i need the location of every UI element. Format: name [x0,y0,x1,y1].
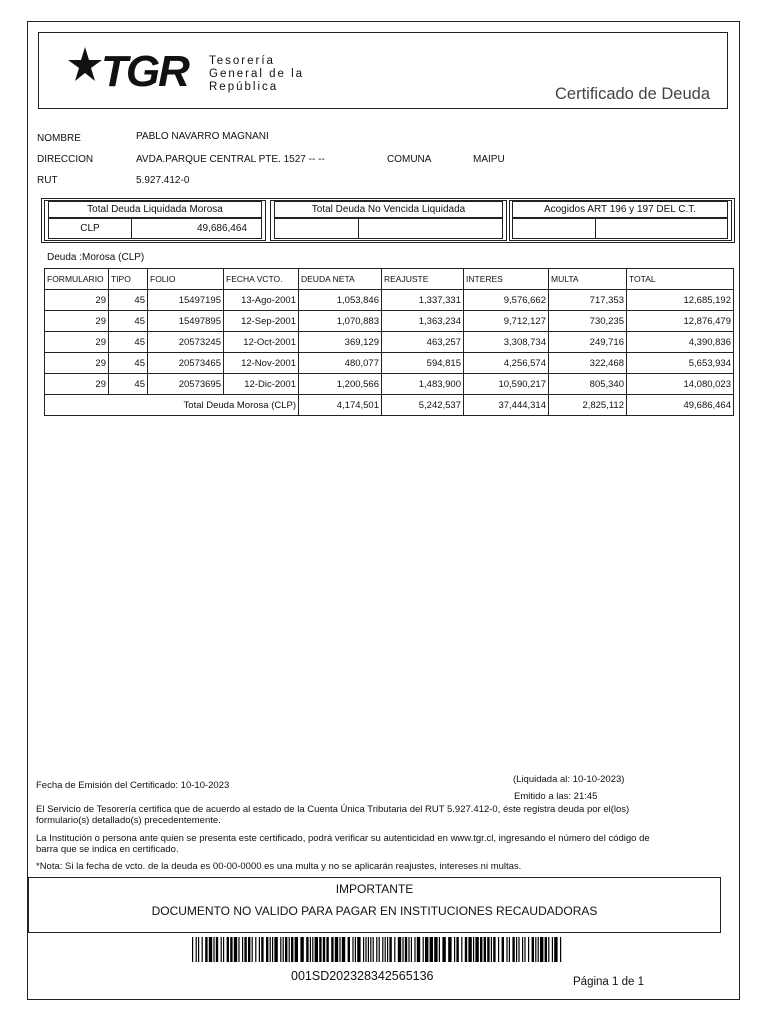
emision-date: Fecha de Emisión del Certificado: 10-10-2023 [36,780,230,791]
barcode-bar [319,937,321,962]
table-cell: 12-Dic-2001 [224,374,299,395]
table-cell: 1,483,900 [382,374,464,395]
column-header: REAJUSTE [382,269,464,290]
table-cell: 717,353 [549,290,627,311]
table-cell: 12-Sep-2001 [224,311,299,332]
table-cell: 12-Oct-2001 [224,332,299,353]
table-cell: 20573245 [148,332,224,353]
table-cell: 13-Ago-2001 [224,290,299,311]
barcode-bar [442,937,445,962]
barcode-bar [425,937,428,962]
barcode-bar [385,937,386,962]
total-label: Total Deuda Morosa (CLP) [45,395,299,416]
barcode-bar [295,937,298,962]
table-cell: 4,390,836 [627,332,734,353]
column-header: TIPO [109,269,148,290]
table-cell: 20573695 [148,374,224,395]
barcode-bar [248,937,250,962]
table-cell: 1,363,234 [382,311,464,332]
barcode-bar [540,937,543,962]
barcode-bar [227,937,229,962]
barcode-bar [528,937,529,962]
column-header: FORMULARIO [45,269,109,290]
barcode-bar [535,937,536,962]
barcode-bar [402,937,403,962]
importante-title: IMPORTANTE [335,882,414,896]
barcode-bar [487,937,489,962]
barcode-bar [491,937,492,962]
table-cell: 15497195 [148,290,224,311]
table-cell: 369,129 [299,332,382,353]
direccion-label: DIRECCION [37,154,94,165]
barcode-bar [213,937,214,962]
barcode-bar [484,937,486,962]
barcode-bar [405,937,407,962]
table-cell: 10,590,217 [464,374,549,395]
barcode-bar [414,937,415,962]
barcode-bar [498,937,499,962]
barcode-bar [394,937,395,962]
barcode-bar [259,937,260,962]
table-total-row [45,395,734,416]
barcode-bar [234,937,237,962]
table-cell: 14,080,023 [627,374,734,395]
table-cell: 45 [109,353,148,374]
barcode-bar [423,937,424,962]
table-cell: 12-Nov-2001 [224,353,299,374]
nota-text: *Nota: Si la fecha de vcto. de la deuda es 00-00-0000 es una multa y no se aplicarán reajustes, intereses ni multas. [36,861,522,872]
barcode-bar [475,937,478,962]
barcode-bar [306,937,308,962]
table-cell: 45 [109,290,148,311]
barcode-bar [323,937,325,962]
star-icon [67,45,103,85]
table-cell: 3,308,734 [464,332,549,353]
tgr-logo [67,45,317,97]
barcode-bar [261,937,263,962]
total-cell: 5,242,537 [382,395,464,416]
page-number: Página 1 de 1 [573,976,644,988]
table-cell: 5,653,934 [627,353,734,374]
barcode-bar [398,937,401,962]
table-cell: 15497895 [148,311,224,332]
barcode-bar [480,937,482,962]
header-box [38,32,728,109]
table-cell: 1,200,566 [299,374,382,395]
barcode-bar [387,937,388,962]
table-cell: 9,712,127 [464,311,549,332]
barcode-bar [355,937,356,962]
table-cell: 730,235 [549,311,627,332]
debt-section-title: Deuda :Morosa (CLP) [47,252,145,263]
logo-acronym: TGR [101,47,188,96]
barcode-bar [312,937,313,962]
importante-text: DOCUMENTO NO VALIDO PARA PAGAR EN INSTITUCIONES RECAUDADORAS [151,904,598,918]
barcode-bar [509,937,510,962]
column-header: TOTAL [627,269,734,290]
barcode-bar [242,937,243,962]
barcode-bar [430,937,433,962]
novencida-cell [274,218,359,239]
importante-box [28,877,721,933]
column-header: MULTA [549,269,627,290]
barcode-bar [465,937,467,962]
table-cell: 45 [109,311,148,332]
logo-line: General de la [209,68,305,80]
liquidada-date: (Liquidada al: 10-10-2023) [513,774,625,785]
logo-line: Tesorería [209,55,275,67]
barcode-bar [370,937,371,962]
barcode-bar [368,937,369,962]
barcode-bar [373,937,374,962]
barcode-bar [538,937,539,962]
paragraph-line: El Servicio de Tesorería certifica que de acuerdo al estado de la Cuenta Única Tributaria del RUT 5.927.412-0, éste registra deuda por el(los) [36,804,630,815]
barcode-bar [335,937,338,962]
barcode-bar [454,937,455,962]
barcode-bar [548,937,549,962]
barcode-bar [524,937,525,962]
table-cell: 29 [45,290,109,311]
barcode-bar [252,937,253,962]
acogidos-title: Acogidos ART 196 y 197 DEL C.T. [512,201,728,218]
table-cell: 29 [45,311,109,332]
barcode-bar [518,937,519,962]
barcode-bar [506,937,507,962]
barcode-bar [468,937,471,962]
morosa-currency: CLP [48,218,132,239]
barcode-bar [270,937,271,962]
barcode-bar [417,937,420,962]
certificate-title: Certificado de Deuda [554,85,710,103]
barcode-bar [376,937,377,962]
barcode-bar [408,937,409,962]
barcode-bar [315,937,318,962]
table-cell: 322,468 [549,353,627,374]
table-cell: 463,257 [382,332,464,353]
morosa-amount: 49,686,464 [131,218,262,239]
table-header-row [45,269,734,290]
barcode-bar [289,937,290,962]
barcode-bar [216,937,218,962]
barcode-bar [411,937,412,962]
barcode-bar [357,937,360,962]
barcode-bar [382,937,383,962]
barcode-bar [552,937,553,962]
barcode-bar [209,937,212,962]
table-cell: 805,340 [549,374,627,395]
barcode-bar [522,937,523,962]
acogidos-cell [595,218,728,239]
logo-line: República [209,81,279,93]
nombre-value: PABLO NAVARRO MAGNANI [136,131,269,142]
column-header: INTERES [464,269,549,290]
barcode-bar [389,937,391,962]
morosa-title: Total Deuda Liquidada Morosa [48,201,262,218]
table-cell: 20573465 [148,353,224,374]
barcode-bar [280,937,281,962]
rut-value: 5.927.412-0 [136,175,190,186]
barcode-bar [352,937,353,962]
barcode [192,937,564,962]
column-header: FOLIO [148,269,224,290]
comuna-label: COMUNA [387,154,432,165]
logo-text [209,55,304,94]
paragraph-line: La Institución o persona ante quien se presenta este certificado, podrá verificar su autenticidad en www.tgr.cl, ingresando el número del código de [36,833,650,844]
table-cell: 12,876,479 [627,311,734,332]
table-cell: 29 [45,353,109,374]
barcode-bar [448,937,451,962]
barcode-bar [516,937,517,962]
table-cell: 249,716 [549,332,627,353]
table-cell: 45 [109,374,148,395]
table-cell: 594,815 [382,353,464,374]
table-cell: 29 [45,332,109,353]
barcode-bar [348,937,350,962]
column-header: DEUDA NETA [299,269,382,290]
barcode-bar [285,937,287,962]
novencida-cell [358,218,503,239]
total-cell: 2,825,112 [549,395,627,416]
acogidos-cell [512,218,596,239]
barcode-bar [274,937,277,962]
barcode-bar [300,937,303,962]
barcode-bar [331,937,333,962]
debt-table [44,268,734,416]
table-row [45,374,734,395]
table-cell: 480,077 [299,353,382,374]
table-cell: 1,070,883 [299,311,382,332]
barcode-bar [202,937,203,962]
table-cell: 1,053,846 [299,290,382,311]
barcode-bar [255,937,256,962]
table-cell: 12,685,192 [627,290,734,311]
direccion-value: AVDA.PARQUE CENTRAL PTE. 1527 -- -- [136,154,325,165]
barcode-bar [291,937,293,962]
barcode-bar [223,937,224,962]
table-cell: 4,256,574 [464,353,549,374]
paragraph-line: barra que se indica en certificado. [36,844,179,855]
barcode-bar [221,937,222,962]
table-row [45,353,734,374]
table-cell: 9,576,662 [464,290,549,311]
barcode-bar [196,937,197,962]
paragraph-line: formulario(s) detallado(s) precedentemente. [36,815,221,826]
barcode-bar [434,937,437,962]
table-cell: 29 [45,374,109,395]
barcode-bar [532,937,534,962]
barcode-bar [326,937,328,962]
comuna-value: MAIPU [473,154,505,165]
table-cell: 1,337,331 [382,290,464,311]
barcode-number: 001SD202328342565136 [291,969,434,983]
barcode-bar [365,937,366,962]
table-row [45,332,734,353]
table-row [45,290,734,311]
barcode-bar [493,937,495,962]
barcode-bar [339,937,340,962]
barcode-bar [283,937,284,962]
total-cell: 37,444,314 [464,395,549,416]
barcode-bar [363,937,364,962]
table-row [45,311,734,332]
barcode-bar [244,937,246,962]
barcode-bar [266,937,268,962]
barcode-bar [554,937,557,962]
barcode-bar [456,937,458,962]
barcode-bar [205,937,207,962]
emitido-time: Emitido a las: 21:45 [514,791,598,802]
novencida-title: Total Deuda No Vencida Liquidada [274,201,503,218]
barcode-bar [342,937,345,962]
barcode-bar [238,937,239,962]
barcode-bar [461,937,462,962]
barcode-bar [379,937,380,962]
barcode-bar [512,937,514,962]
barcode-bar [502,937,504,962]
barcode-bar [560,937,561,962]
total-cell: 4,174,501 [299,395,382,416]
barcode-bar [439,937,440,962]
rut-label: RUT [37,175,58,186]
barcode-bar [473,937,474,962]
barcode-bar [545,937,547,962]
barcode-bar [230,937,232,962]
total-cell: 49,686,464 [627,395,734,416]
barcode-bar [272,937,273,962]
barcode-bar [310,937,311,962]
barcode-bar [192,937,193,962]
table-cell: 45 [109,332,148,353]
barcode-bar [198,937,199,962]
column-header: FECHA VCTO. [224,269,299,290]
nombre-label: NOMBRE [37,133,81,144]
